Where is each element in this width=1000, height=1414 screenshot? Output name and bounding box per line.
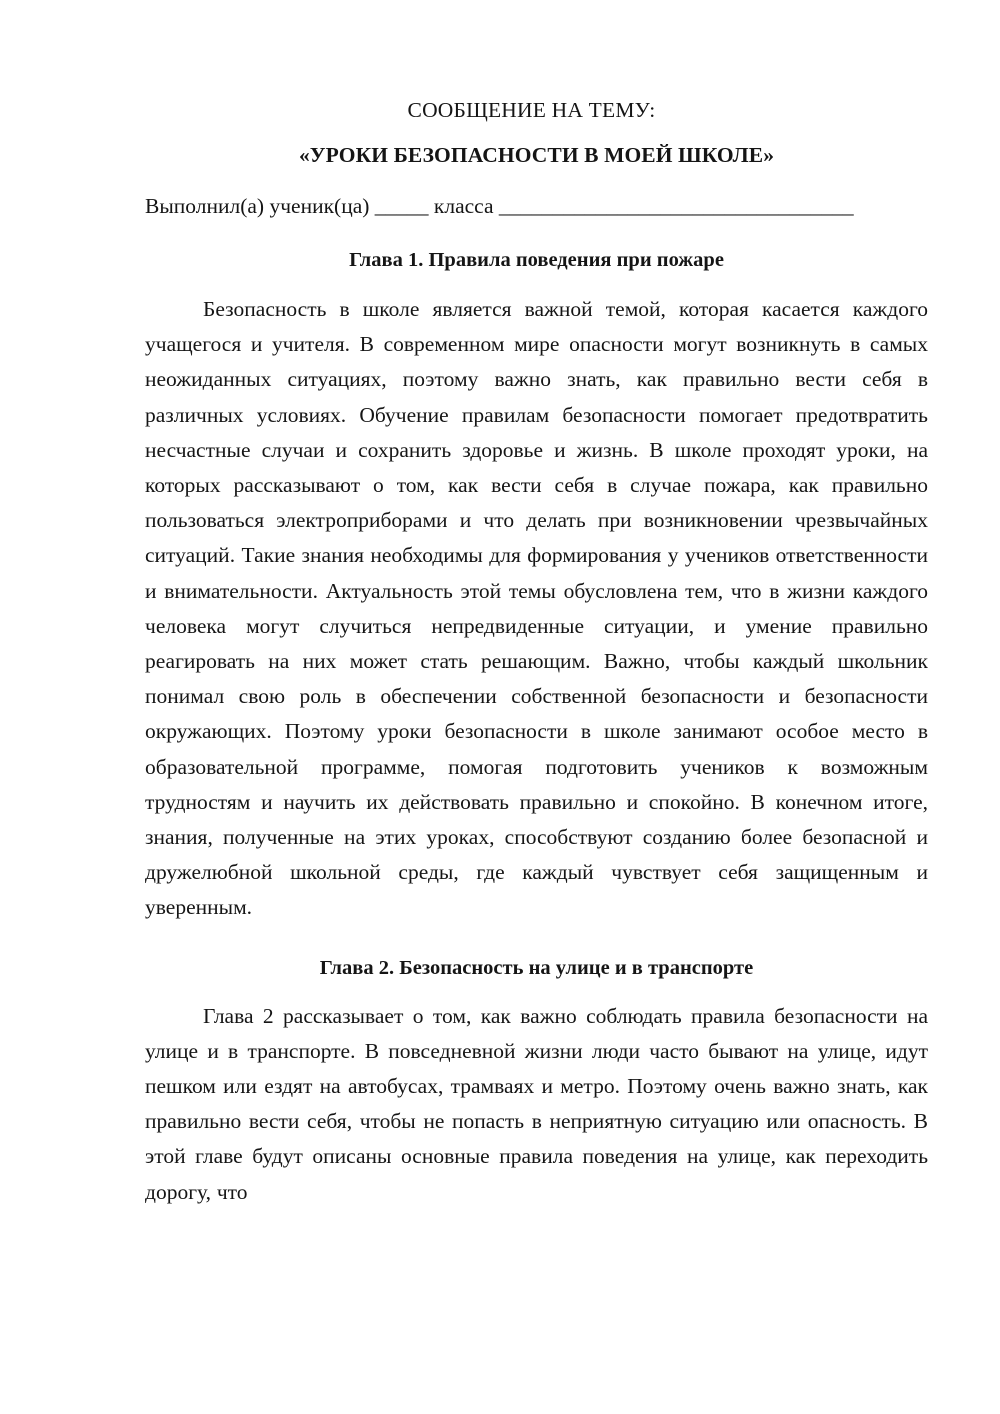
chapter-2-paragraph: Глава 2 рассказывает о том, как важно соблюдать правила безопасности на улице и в транспорте. В повседневной жизни люди часто бывают на улице, идут пешком или ездят на автобусах, трамваях и метро. Поэтому очень важно знать, как правильно вести себя, чтобы не попасть в неприятную ситуацию или опасность. В этой главе будут описаны основные правила поведения на улице, как переходить дорогу, что	[145, 1003, 928, 1204]
chapter-1-title: Глава 1. Правила поведения при пожаре	[349, 249, 724, 271]
document-title-line-1: СООБЩЕНИЕ НА ТЕМУ:	[407, 98, 656, 122]
document-title-line-2: «УРОКИ БЕЗОПАСНОСТИ В МОЕЙ ШКОЛЕ»	[298, 143, 775, 167]
author-line: Выполнил(а) ученик(ца) _____ класса _________________________________	[145, 194, 854, 218]
chapter-2-title: Глава 2. Безопасность на улице и в транспорте	[319, 956, 754, 979]
chapter-1-paragraph: Безопасность в школе является важной темой, которая касается каждого учащегося и учителя. В современном мире опасности могут возникнуть в самых неожиданных ситуациях, поэтому важно знать, как правильно вести себя в различных условиях. Обучение правилам безопасности помогает предотвратить несчастные случаи и сохранить здоровье и жизнь. В школе проходят уроки, на которых рассказывают о том, как вести себя в случае пожара, как правильно пользоваться электроприборами и что делать при возникновении чрезвычайных ситуаций. Такие знания необходимы для формирования у учеников ответственности и внимательности. Актуальность этой темы обусловлена тем, что в жизни каждого человека могут случиться непредвиденные ситуации, и умение правильно реагировать на них может стать решающим. Важно, чтобы каждый школьник понимал свою роль в обеспечении собственной безопасности и безопасности окружающих. Поэтому уроки безопасности в школе занимают особое место в образовательной программе, помогая подготовить учеников к возможным трудностям и научить их действовать правильно и спокойно. В конечном итоге, знания, полученные на этих уроках, способствуют созданию более безопасной и дружелюбной школьной среды, где каждый чувствует себя защищенным и уверенным.	[145, 297, 928, 920]
